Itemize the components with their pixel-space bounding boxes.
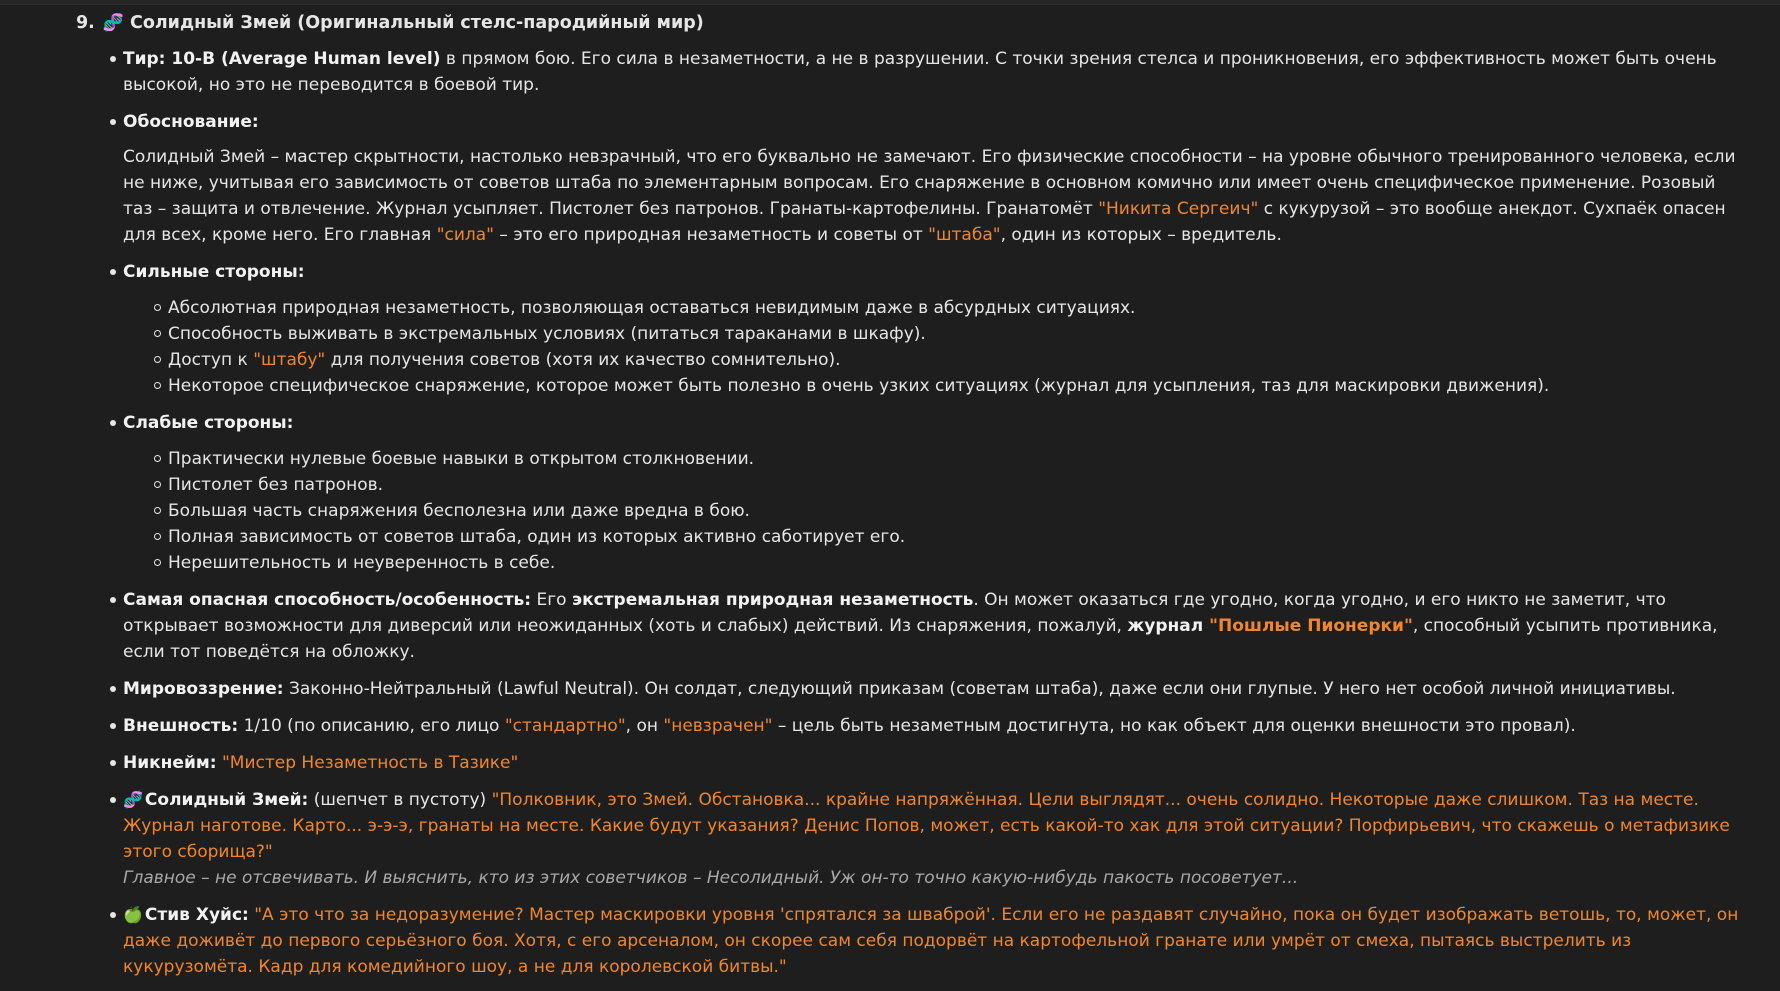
list-item: Некоторое специфическое снаряжение, которое может быть полезно в очень узких ситуациях (журнал для усыпления, таз для маскировки движения).	[168, 373, 1746, 399]
alignment-text: Законно-Нейтральный (Lawful Neutral). Он солдат, следующий приказам (советам штаба), даже если они глупые. У него нет особой личной инициативы.	[283, 679, 1676, 699]
quoted-term: "невзрачен"	[663, 716, 773, 736]
strengths-label: Сильные стороны:	[123, 262, 305, 282]
heading-number: 9.	[76, 13, 95, 33]
nickname-value: "Мистер Незаметность в Тазике"	[221, 753, 519, 773]
nickname-label: Никнейм:	[123, 753, 217, 773]
list-item-text: для получения советов (хотя их качество сомнительно).	[325, 350, 841, 370]
dna-icon: 🧬	[123, 790, 143, 809]
list-item: Нерешительность и неуверенность в себе.	[168, 550, 1746, 576]
dangerous-bold: экстремальная природная незаметность	[572, 590, 974, 610]
steve-quote-text: "А это что за недоразумение? Мастер маскировки уровня 'спрятался за шваброй'. Если его не раздавят случайно, пока он будет изображать ветошь, то, может, он даже доживёт до первого серьёзного боя. Хотя, с его арсеналом, он скорее сам себя подорвёт на картофельной гранате или умрёт от смеха, пытаясь выстрелить из кукурузомёта. Кадр для комедийного шоу, а не для королевской битвы."	[123, 905, 1739, 977]
heading-title: Солидный Змей (Оригинальный стелс-пародийный мир)	[130, 13, 704, 33]
tier-label: Тир: 10-B (Average Human level)	[123, 49, 441, 69]
dangerous-text: Его	[531, 590, 572, 610]
snake-quote-aside: (шепчет в пустоту)	[308, 790, 492, 810]
justification-item	[123, 109, 1746, 248]
list-item: Практически нулевые боевые навыки в открытом столкновении.	[168, 446, 1746, 472]
steve-quote-label: Стив Хуйс:	[144, 905, 249, 925]
snake-quote-thought: Главное – не отсвечивать. И выяснить, кто из этих советчиков – Несолидный. Уж он-то точно какую-нибудь пакость посоветует...	[123, 868, 1299, 888]
dangerous-text: . Он может оказаться где угодно, когда угодно, и его никто не заметит, что открывает возможности для диверсий или неожиданных (хоть и слабых) действий. Из снаряжения, пожалуй,	[123, 590, 1666, 636]
strengths-list	[123, 295, 1746, 399]
top-divider	[0, 0, 1780, 5]
quoted-term: "стандартно"	[504, 716, 626, 736]
appearance-label: Внешность:	[123, 716, 239, 736]
quoted-term: "Никита Сергеич"	[1098, 199, 1259, 219]
dangerous-text: , способный усыпить противника, если тот поведётся на обложку.	[123, 616, 1718, 662]
section-heading	[76, 10, 1746, 36]
appearance-item	[123, 713, 1746, 739]
green-apple-icon: 🍏	[123, 905, 143, 924]
weaknesses-list	[123, 446, 1746, 576]
quoted-term: "штабу"	[253, 350, 326, 370]
justification-text-part: , один из которых – вредитель.	[1000, 225, 1282, 245]
character-details	[76, 46, 1746, 980]
appearance-text: 1/10 (по описанию, его лицо	[238, 716, 505, 736]
nickname-item	[123, 750, 1746, 776]
quoted-term: "штаба"	[928, 225, 1001, 245]
list-item: Абсолютная природная незаметность, позволяющая оставаться невидимым даже в абсурдных ситуациях.	[168, 295, 1746, 321]
justification-text-part: – это его природная незаметность и советы от	[494, 225, 929, 245]
steve-quote-item	[123, 902, 1746, 980]
alignment-label: Мировоззрение:	[123, 679, 284, 699]
weaknesses-item	[123, 410, 1746, 576]
strengths-item	[123, 259, 1746, 399]
message-content	[76, 10, 1746, 991]
appearance-text: – цель быть незаметным достигнута, но как объект для оценки внешности это провал).	[772, 716, 1576, 736]
quoted-term: "сила"	[436, 225, 495, 245]
list-item	[168, 347, 1746, 373]
list-item: Полная зависимость от советов штаба, один из которых активно саботирует его.	[168, 524, 1746, 550]
dangerous-bold: журнал	[1127, 616, 1210, 636]
justification-label: Обоснование:	[123, 112, 259, 132]
list-item: Большая часть снаряжения бесполезна или даже вредна в бою.	[168, 498, 1746, 524]
justification-text-part: с кукурузой – это вообще анекдот. Сухпаёк опасен для всех, кроме него. Его главная	[123, 199, 1726, 245]
quoted-term: "Пошлые Пионерки"	[1209, 616, 1413, 636]
tier-item	[123, 46, 1746, 98]
alignment-item	[123, 676, 1746, 702]
dangerous-label: Самая опасная способность/особенность:	[123, 590, 532, 610]
list-item-text: Доступ к	[168, 350, 254, 370]
appearance-text: , он	[625, 716, 664, 736]
weaknesses-label: Слабые стороны:	[123, 413, 294, 433]
justification-text-part: Солидный Змей – мастер скрытности, настолько невзрачный, что его буквально не замечают. Его физические способности – на уровне обычного тренированного человека, если не ниже, учитывая его зависимость от советов штаба по элементарным вопросам. Его снаряжение в основном комично или имеет очень специфическое применение. Розовый таз – защита и отвлечение. Журнал усыпляет. Пистолет без патронов. Гранаты-картофелины. Гранатомёт	[123, 147, 1736, 219]
dna-icon: 🧬	[102, 13, 124, 33]
dangerous-ability-item	[123, 587, 1746, 665]
snake-quote-label: Солидный Змей:	[144, 790, 309, 810]
tier-text: в прямом бою. Его сила в незаметности, а не в разрушении. С точки зрения стелса и проникновения, его эффективность может быть очень высокой, но это не переводится в боевой тир.	[123, 49, 1717, 95]
justification-text	[123, 144, 1746, 248]
list-item: Пистолет без патронов.	[168, 472, 1746, 498]
snake-quote-text: "Полковник, это Змей. Обстановка... крайне напряжённая. Цели выглядят... очень солидно. Некоторые даже слишком. Таз на месте. Журнал наготове. Карто... э-э-э, гранаты на месте. Какие будут указания? Денис Попов, может, есть какой-то хак для этой ситуации? Порфирьевич, что скажешь о метафизике этого сборища?"	[123, 790, 1730, 862]
snake-quote-item	[123, 787, 1746, 891]
list-item: Способность выживать в экстремальных условиях (питаться тараканами в шкафу).	[168, 321, 1746, 347]
